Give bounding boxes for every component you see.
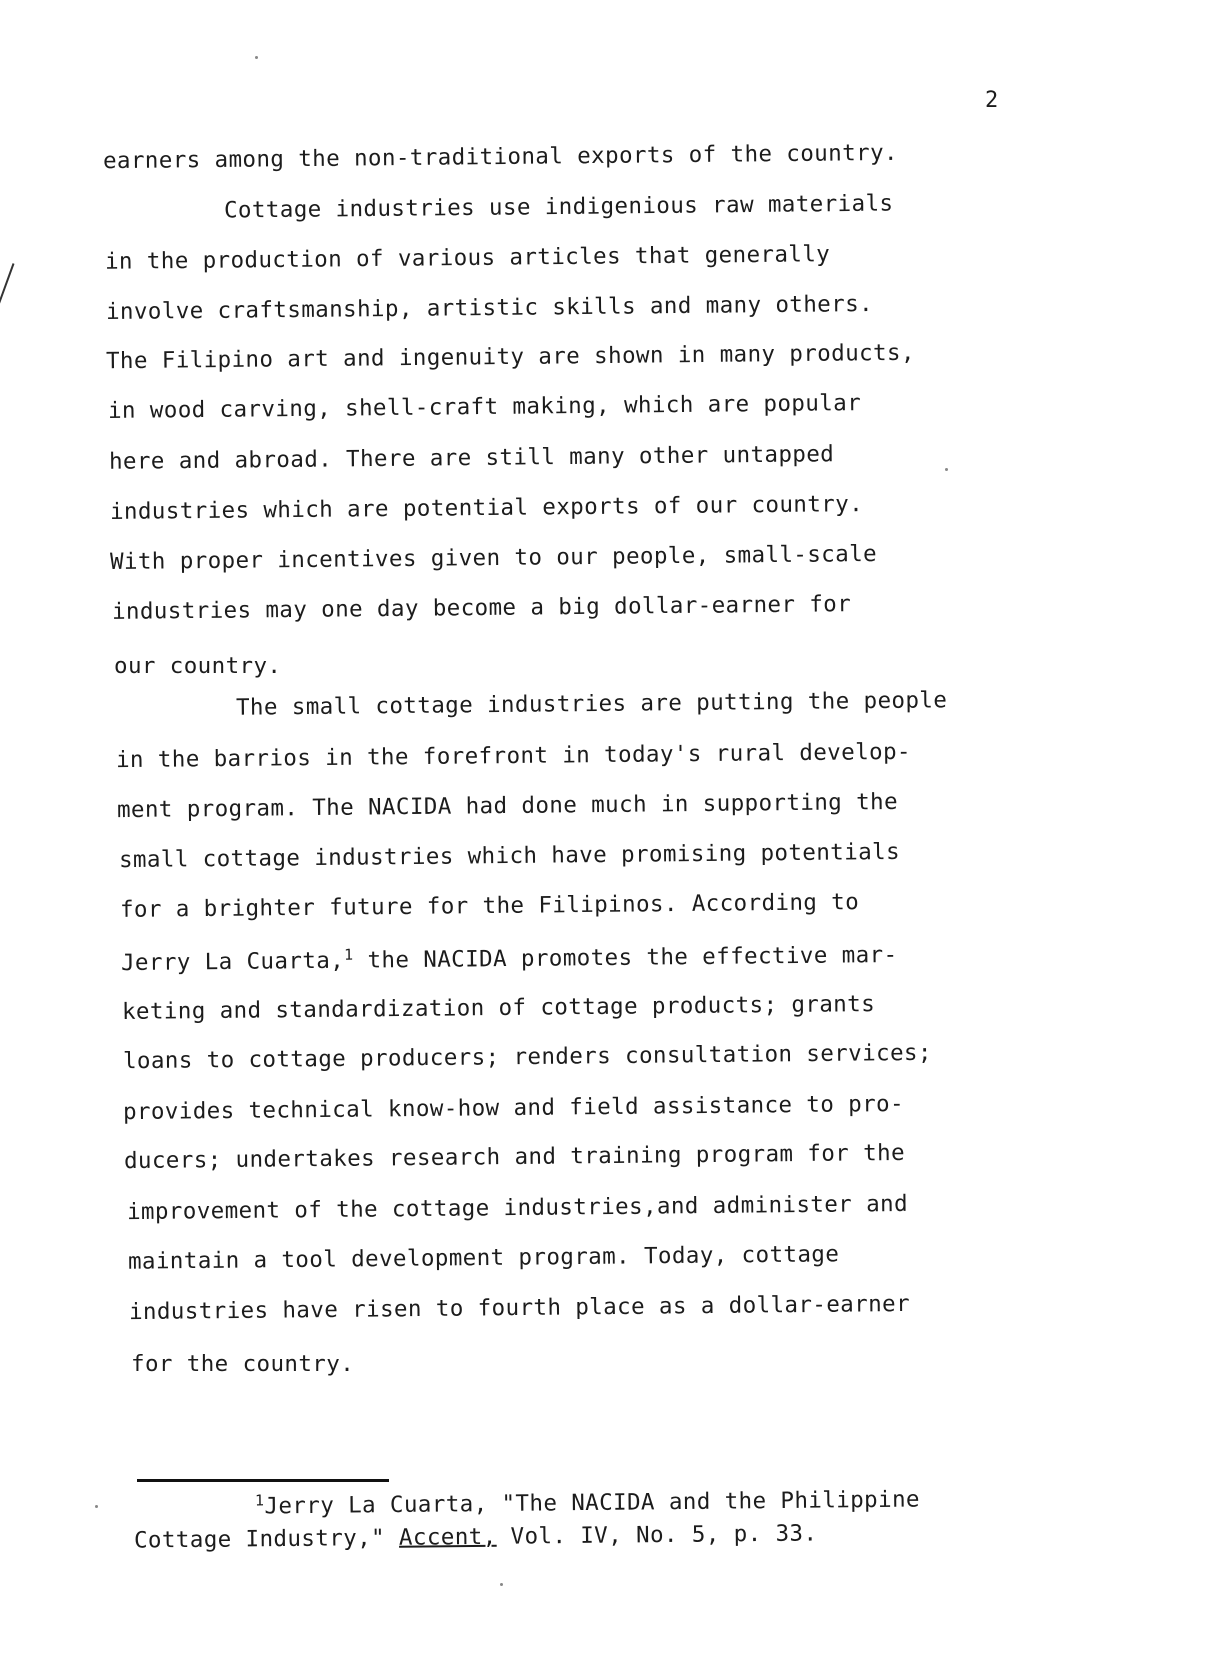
text-line: in the barrios in the forefront in today's rural develop- (115, 738, 912, 774)
footnote-line-2 (134, 1522, 818, 1552)
footnote-text: Jerry La Cuarta, "The NACIDA and the Philippine (264, 1486, 921, 1520)
text-line: industries which are potential exports of our country. (109, 491, 864, 525)
scan-speck (95, 1505, 98, 1508)
text-line: provides technical know-how and field assistance to pro- (122, 1090, 905, 1126)
scan-speck (255, 56, 258, 59)
paragraph-start: Cottage industries use indigenious raw materials (223, 190, 894, 224)
text-line: our country. (114, 653, 282, 679)
paragraph-start: The small cottage industries are putting the people (235, 687, 948, 721)
page-number: 2 (985, 88, 999, 113)
text-line-lead: Jerry La Cuarta, (120, 947, 345, 977)
footnote-divider (137, 1479, 389, 1482)
text-line: involve craftsmanship, artistic skills and many others. (105, 290, 874, 326)
text-line: loans to cottage producers; renders consultation services; (122, 1039, 933, 1075)
text-line: small cottage industries which have promising potentials (118, 838, 901, 874)
text-line (121, 942, 898, 975)
text-line: ment program. The NACIDA had done much in supporting the (116, 788, 899, 824)
footnote-marker: 1 (254, 1491, 265, 1510)
text-line-tail: the NACIDA promotes the effective mar- (353, 941, 898, 974)
text-line: keting and standardization of cottage products; grants (121, 991, 876, 1025)
text-line: in the production of various articles that generally (104, 241, 831, 275)
scan-speck (945, 468, 948, 471)
footnote-text: Vol. IV, No. 5, p. 33. (496, 1520, 818, 1550)
footnote-line-1 (255, 1487, 920, 1518)
text-line: here and abroad. There are still many other untapped (108, 441, 835, 475)
text-line: for the country. (131, 1351, 355, 1377)
text-line: With proper incentives given to our people, small-scale (109, 540, 878, 576)
text-line: ducers; undertakes research and training program for the (123, 1139, 906, 1175)
margin-pencil-mark (0, 263, 14, 311)
text-line: The Filipino art and ingenuity are shown in many products, (105, 339, 916, 375)
scan-speck (500, 1583, 503, 1586)
footnote-text: Cottage Industry," (133, 1524, 400, 1554)
text-line: industries may one day become a big dollar-earner for (111, 591, 852, 625)
footnote-reference: 1 (344, 945, 354, 964)
text-line: in wood carving, shell-craft making, which are popular (107, 390, 862, 424)
footnote-publication-title: Accent, (398, 1523, 497, 1551)
text-line: industries have risen to fourth place as a dollar-earner (128, 1290, 911, 1326)
text-line: improvement of the cottage industries,and administer and (126, 1190, 909, 1226)
text-line: for a brighter future for the Filipinos. According to (119, 889, 860, 923)
text-line: maintain a tool development program. Today, cottage (127, 1241, 840, 1275)
text-line: earners among the non-traditional exports of the country. (102, 139, 899, 175)
